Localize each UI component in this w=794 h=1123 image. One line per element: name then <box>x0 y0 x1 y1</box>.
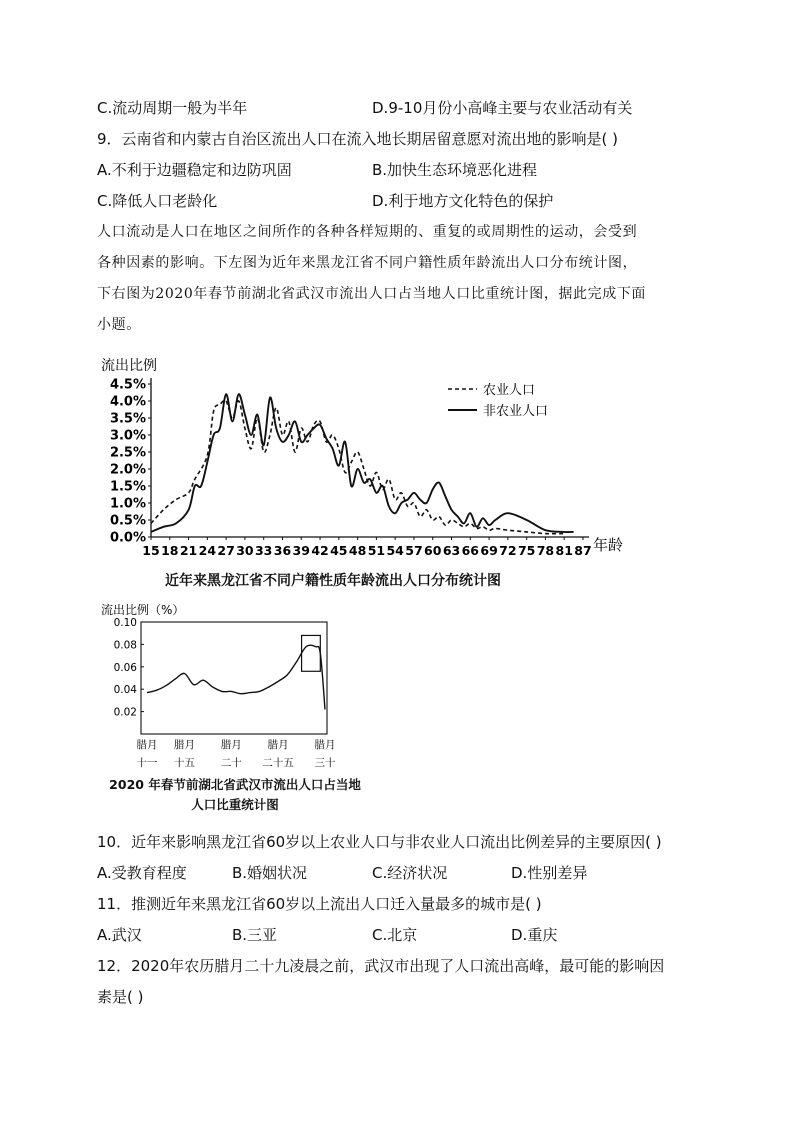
chart1-x-tick-label: 72 <box>499 543 517 558</box>
passage-line: 小题。 <box>97 317 141 333</box>
chart1-x-tick-label: 48 <box>348 543 367 558</box>
chart2-y-tick-label: 0.06 <box>113 661 137 674</box>
chart1-y-tick-label: 3.5% <box>109 411 146 427</box>
chart1-x-tick-label: 33 <box>254 543 273 558</box>
q11-option-c: C.北京 <box>372 926 418 944</box>
chart1-x-ticks <box>142 537 591 558</box>
chart1-x-tick-label: 15 <box>142 543 160 558</box>
q11-stem: 11．推测近年来黑龙江省60岁以上流出人口迁入量最多的城市是( ) <box>97 895 542 913</box>
q9-option-d: D.利于地方文化特色的保护 <box>372 192 554 210</box>
chart2-x-tick-label-top: 腊月 <box>220 739 242 751</box>
chart2-ylabel: 流出比例（%） <box>101 603 185 617</box>
chart1-y-tick-label: 1.0% <box>109 496 146 512</box>
chart1-x-tick-label: 69 <box>480 543 498 558</box>
q12-stem-line2: 素是( ) <box>97 988 144 1006</box>
chart1-x-tick-label: 36 <box>273 543 292 558</box>
chart1-x-tick-label: 63 <box>442 543 461 558</box>
chart2-series-line <box>147 645 325 709</box>
q10-option-b: B.婚姻状况 <box>232 864 308 882</box>
series-line-agricultural <box>151 400 564 533</box>
chart2-x-tick-label-bottom: 十一 <box>136 757 158 769</box>
passage-line: 下右图为2020年春节前湖北省武汉市流出人口占当地人口比重统计图，据此完成下面 <box>97 286 647 302</box>
q10-stem: 10．近年来影响黑龙江省60岁以上农业人口与非农业人口流出比例差异的主要原因( ) <box>97 833 662 851</box>
q9-stem: 9．云南省和内蒙古自治区流出人口在流入地长期居留意愿对流出地的影响是( ) <box>97 130 619 148</box>
chart1-caption: 近年来黑龙江省不同户籍性质年龄流出人口分布统计图 <box>165 573 501 589</box>
chart1-ylabel: 流出比例 <box>101 358 157 374</box>
q10-option-d: D.性别差异 <box>511 864 588 882</box>
chart1-y-ticks <box>110 378 151 546</box>
chart2-frame <box>141 622 327 734</box>
chart1-legend <box>448 383 548 419</box>
chart1-x-tick-label: 24 <box>198 543 217 558</box>
chart1-y-tick-label: 0.0% <box>109 530 146 546</box>
chart1-y-tick-label: 4.5% <box>109 377 146 393</box>
chart1-y-tick-label: 2.0% <box>109 462 146 478</box>
chart2-caption: 2020 年春节前湖北省武汉市流出人口占当地人口比重统计图 <box>109 777 361 812</box>
chart1-axes <box>151 378 589 537</box>
chart1-y-tick-label: 3.0% <box>109 428 146 444</box>
q9-option-c: C.降低人口老龄化 <box>97 192 218 210</box>
chart1-x-tick-label: 42 <box>311 543 329 558</box>
q10-option-a: A.受教育程度 <box>97 864 187 882</box>
chart1-x-tick-label: 78 <box>536 543 555 558</box>
chart1-x-tick-label: 57 <box>405 543 423 558</box>
chart1-x-tick-label: 27 <box>217 543 235 558</box>
passage-line: 各种因素的影响。下左图为近年来黑龙江省不同户籍性质年龄流出人口分布统计图， <box>97 255 638 271</box>
chart2-x-tick-label-bottom: 二十 <box>220 757 242 769</box>
legend-label-nonagricultural: 非农业人口 <box>483 404 549 419</box>
q9-option-b: B.加快生态环境恶化进程 <box>372 161 538 179</box>
chart2-x-ticks <box>137 738 336 769</box>
chart1-x-tick-label: 30 <box>236 543 254 558</box>
chart2-y-tick-label: 0.02 <box>113 706 137 719</box>
chart1-xlabel: 年龄 <box>593 536 624 554</box>
chart2-y-tick-label: 0.04 <box>113 684 137 697</box>
chart1-x-tick-label: 39 <box>292 543 310 558</box>
heilongjiang-outflow-chart <box>95 350 635 565</box>
chart2-x-tick-label-top: 腊月 <box>173 739 195 751</box>
chart2-y-tick-label: 0.10 <box>113 617 137 629</box>
q8-option-d: D.9-10月份小高峰主要与农业活动有关 <box>372 99 633 117</box>
chart2-x-tick-label-top: 腊月 <box>136 739 158 751</box>
chart2-x-tick-label-bottom: 二十五 <box>262 757 294 769</box>
chart1-x-tick-label: 54 <box>386 543 404 558</box>
chart1-y-tick-label: 2.5% <box>109 445 146 461</box>
chart1-x-tick-label: 45 <box>330 543 348 558</box>
q9-option-a: A.不利于边疆稳定和边防巩固 <box>97 161 292 179</box>
chart1-y-tick-label: 4.0% <box>109 394 146 410</box>
chart2-x-tick-label-top: 腊月 <box>314 739 336 751</box>
chart1-x-tick-label: 18 <box>161 543 179 558</box>
chart1-x-tick-label: 51 <box>367 543 386 558</box>
passage <box>97 217 707 341</box>
chart1-x-tick-label: 66 <box>461 543 480 558</box>
passage-line: 人口流动是人口在地区之间所作的各种各样短期的、重复的或周期性的运动，会受到 <box>97 224 638 240</box>
legend-label-agricultural: 农业人口 <box>483 383 536 398</box>
chart2-x-tick-label-bottom: 十五 <box>173 757 195 769</box>
q11-option-a: A.武汉 <box>97 926 142 944</box>
chart1-x-tick-label: 60 <box>424 543 442 558</box>
q8-option-c: C.流动周期一般为半年 <box>97 99 248 117</box>
q12-stem-line1: 12．2020年农历腊月二十九凌晨之前，武汉市出现了人口流出高峰，最可能的影响因 <box>97 957 665 975</box>
chart2-y-tick-label: 0.08 <box>113 639 137 652</box>
chart2-x-tick-label-top: 腊月 <box>267 739 289 751</box>
wuhan-outflow-chart <box>95 598 375 776</box>
chart2-axes <box>141 622 327 734</box>
q11-option-d: D.重庆 <box>511 926 558 944</box>
chart2-x-tick-label-bottom: 三十 <box>314 757 336 769</box>
chart1-x-tick-label: 75 <box>517 543 536 558</box>
chart1-x-tick-label: 87 <box>574 543 592 558</box>
chart1-y-tick-label: 0.5% <box>109 513 146 529</box>
chart2-series <box>147 635 325 709</box>
chart1-y-tick-label: 1.5% <box>109 479 146 495</box>
chart1-x-tick-label: 21 <box>179 543 198 558</box>
chart2-peak-highlight-box <box>302 635 321 671</box>
q11-option-b: B.三亚 <box>232 926 278 944</box>
chart1-x-tick-label: 81 <box>555 543 573 558</box>
q10-option-c: C.经济状况 <box>372 864 448 882</box>
chart2-y-ticks <box>114 617 144 719</box>
